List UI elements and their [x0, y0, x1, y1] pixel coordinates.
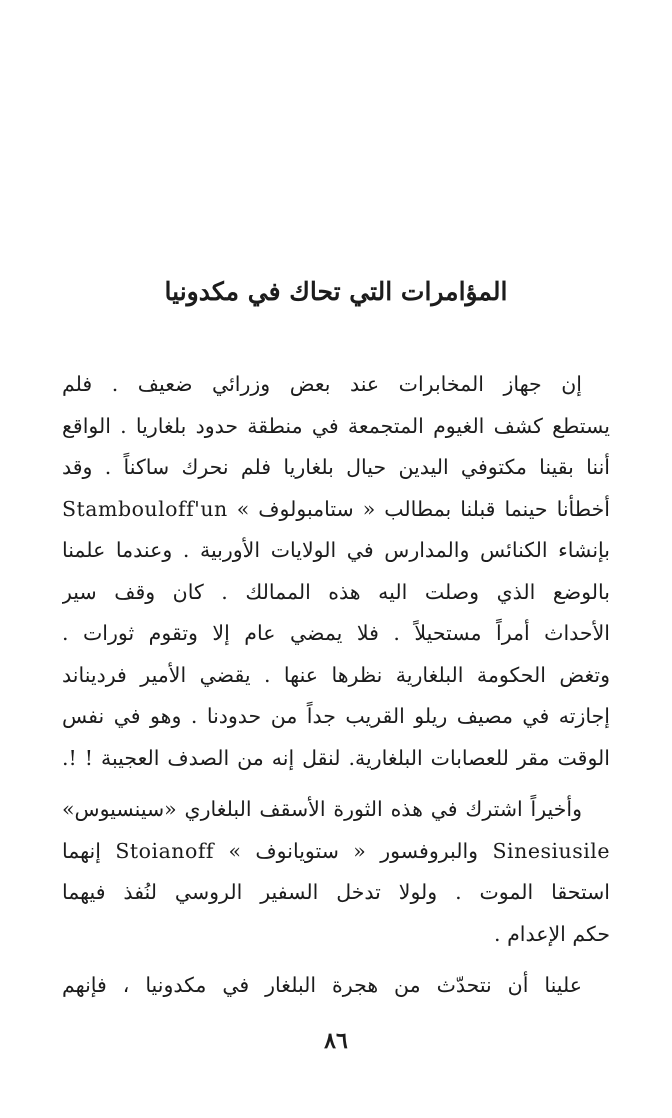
text-segment: إنهما [62, 838, 101, 863]
text-line: وأخيراً اشترك في هذه الثورة الأسقف البلغاري «سينسيوس» [62, 797, 582, 821]
text-line [62, 831, 610, 873]
text-line: أننا بقينا مكتوفي اليدين حيال بلغاريا فلم نحرك ساكناً . وقد [62, 455, 610, 479]
latin-name: Stambouloff'un [62, 496, 228, 521]
text-line: بالوضع الذي وصلت اليه هذه الممالك . كان وقف سير [62, 579, 610, 604]
chapter-title: المؤامرات التي تحاك في مكدونيا [164, 277, 508, 306]
text-segment: أخطأنا حينما قبلنا بمطالب « ستامبولوف » [236, 496, 610, 521]
text-line: الوقت مقر للعصابات البلغارية. لنقل إنه من الصدف العجيبة ! !. [62, 745, 610, 770]
text-line: إجازته في مصيف ريلو القريب جداً من حدودنا . وهو في نفس [62, 704, 610, 728]
text-line [62, 489, 610, 531]
text-line: بإنشاء الكنائس والمدارس في الولايات الأوربية . وعندما علمنا [62, 538, 610, 562]
paragraph-3 [62, 965, 610, 1007]
text-line: يستطع كشف الغيوم المتجمعة في منطقة حدود بلغاريا . الواقع [62, 413, 610, 438]
latin-name: Stoianoff [115, 838, 215, 863]
text-line: إن جهاز المخابرات عند بعض وزرائي ضعيف . فلم [62, 372, 582, 396]
text-line: حكم الإعدام . [494, 921, 610, 946]
page-number: ٨٦ [324, 1028, 348, 1054]
paragraph-2 [62, 789, 610, 955]
text-line: وتغض الحكومة البلغارية نظرها عنها . يقضي الأمير فرديناند [62, 662, 610, 687]
text-segment: والبروفسور « ستويانوف » [228, 838, 479, 863]
text-line: استحقا الموت . ولولا تدخل السفير الروسي لنُفذ فيهما [62, 880, 610, 904]
text-line: علينا أن نتحدّث من هجرة البلغار في مكدونيا ، فإنهم [62, 973, 582, 997]
text-line: الأحداث أمراً مستحيلاً . فلا يمضي عام إلا وتقوم ثورات . [62, 621, 610, 645]
body-text [62, 364, 610, 1007]
latin-name: Sinesiusile [492, 838, 610, 863]
paragraph-1 [62, 364, 610, 779]
